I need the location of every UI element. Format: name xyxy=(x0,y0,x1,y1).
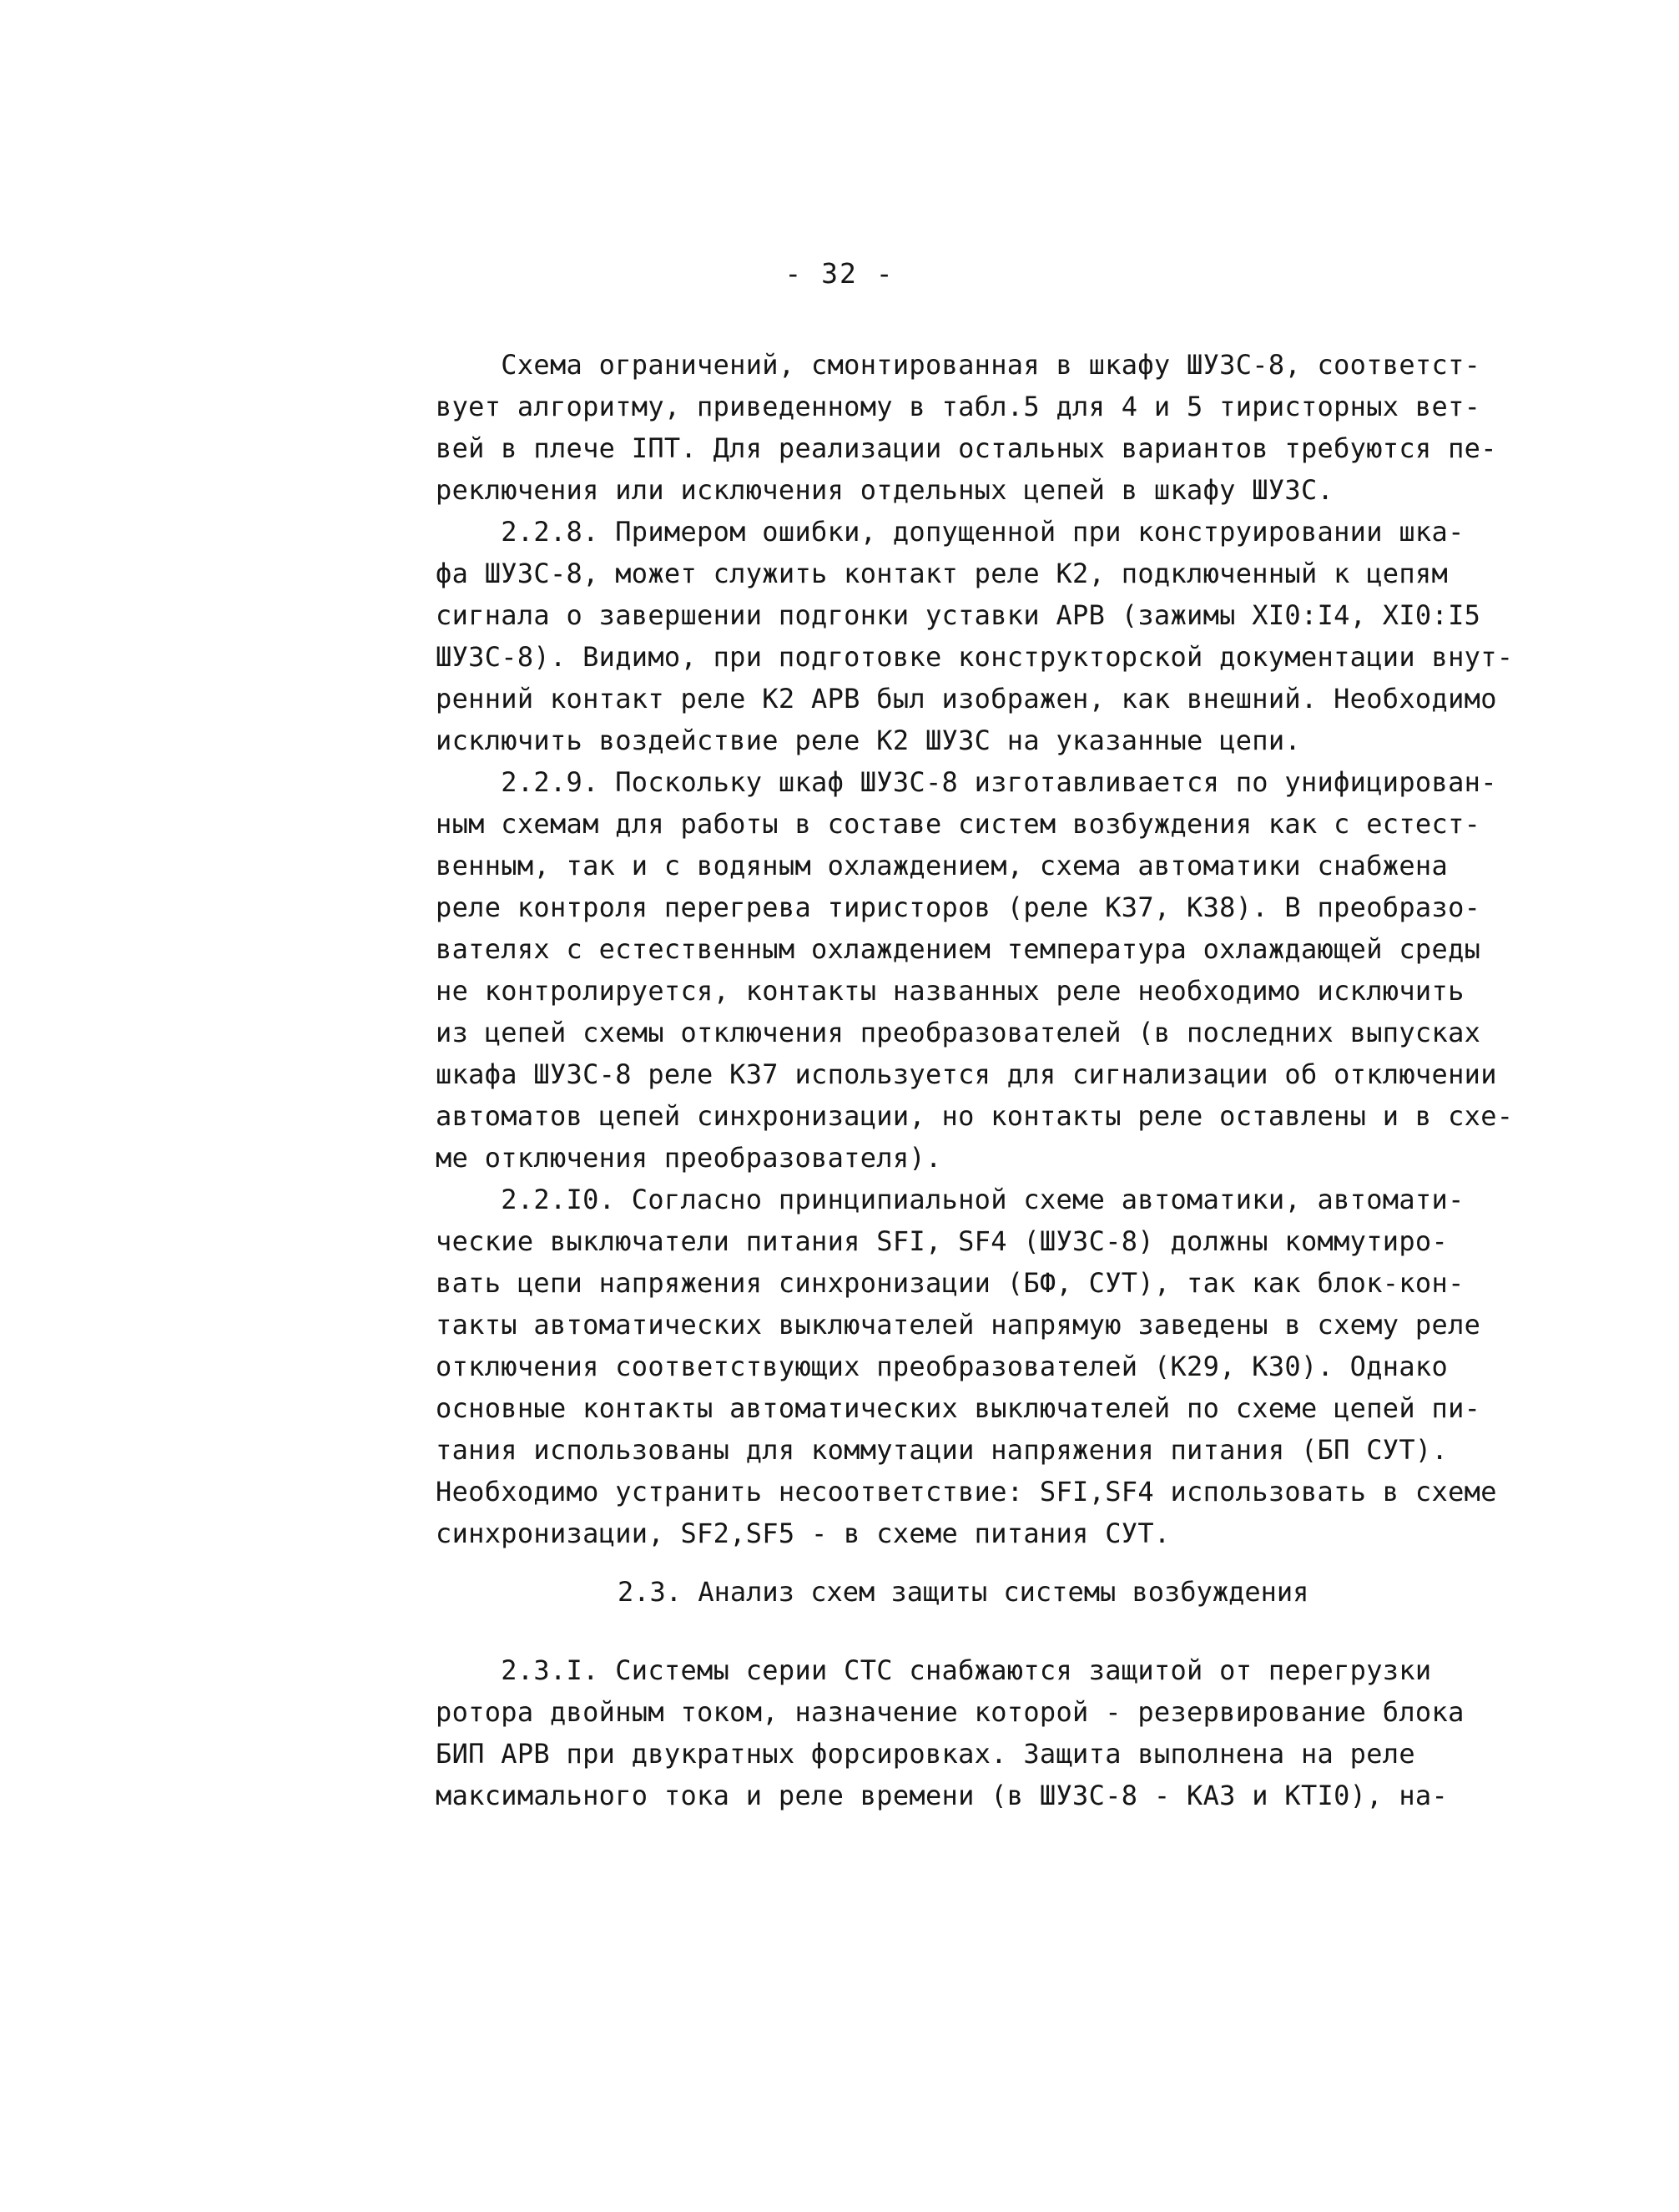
text-line: ШУЗС-8). Видимо, при подготовке конструкторской документации внут- xyxy=(436,641,1514,673)
text-line: 2.2.I0. Согласно принципиальной схеме автоматики, автомати- xyxy=(436,1184,1465,1215)
text-line: ротора двойным током, назначение которой - резервирование блока xyxy=(436,1696,1465,1728)
section-heading: 2.3. Анализ схем защиты системы возбуждения xyxy=(618,1576,1309,1608)
text-line: отключения соответствующих преобразователей (К29, К30). Однако xyxy=(436,1351,1449,1382)
text-line: 2.3.I. Системы серии СТС снабжаются защитой от перегрузки xyxy=(436,1654,1432,1686)
text-line: Схема ограничений, смонтированная в шкафу ШУЗС-8, соответст- xyxy=(436,349,1481,381)
text-line: вей в плече IПТ. Для реализации остальных вариантов требуются пе- xyxy=(436,432,1497,464)
text-line: ческие выключатели питания SFI, SF4 (ШУЗС-8) должны коммутиро- xyxy=(436,1225,1449,1257)
text-line: такты автоматических выключателей напрямую заведены в схему реле xyxy=(436,1309,1481,1341)
body-text-top xyxy=(436,344,1537,1554)
text-line: сигнала о завершении подгонки уставки АРВ (зажимы XI0:I4, XI0:I5 xyxy=(436,599,1481,631)
text-line: вателях с естественным охлаждением температура охлаждающей среды xyxy=(436,933,1481,965)
text-line: ным схемам для работы в составе систем возбуждения как с естест- xyxy=(436,808,1481,840)
text-line: исключить воздействие реле К2 ШУЗС на указанные цепи. xyxy=(436,725,1301,756)
text-line: максимального тока и реле времени (в ШУЗС-8 - КА3 и КТI0), на- xyxy=(436,1780,1449,1811)
text-line: Необходимо устранить несоответствие: SFI,SF4 использовать в схеме xyxy=(436,1476,1497,1507)
text-line: вует алгоритму, приведенному в табл.5 для 4 и 5 тиристорных вет- xyxy=(436,391,1481,422)
text-line: тания использованы для коммутации напряжения питания (БП СУТ). xyxy=(436,1434,1449,1466)
text-line: автоматов цепей синхронизации, но контакты реле оставлены и в схе- xyxy=(436,1100,1514,1132)
page-number: - 32 - xyxy=(784,257,895,290)
text-line: БИП АРВ при двукратных форсировках. Защита выполнена на реле xyxy=(436,1738,1415,1770)
text-line: венным, так и с водяным охлаждением, схема автоматики снабжена xyxy=(436,850,1449,881)
text-line: ренний контакт реле К2 АРВ был изображен, как внешний. Необходимо xyxy=(436,683,1497,715)
text-line: реле контроля перегрева тиристоров (реле К37, К38). В преобразо- xyxy=(436,891,1481,923)
text-line: синхронизации, SF2,SF5 - в схеме питания СУТ. xyxy=(436,1518,1171,1549)
text-line: основные контакты автоматических выключателей по схеме цепей пи- xyxy=(436,1392,1481,1424)
text-line: 2.2.8. Примером ошибки, допущенной при конструировании шка- xyxy=(436,516,1465,548)
text-line: шкафа ШУЗС-8 реле К37 используется для сигнализации об отключении xyxy=(436,1058,1497,1090)
text-line: ме отключения преобразователя). xyxy=(436,1142,942,1174)
text-line: вать цепи напряжения синхронизации (БФ, СУТ), так как блок-кон- xyxy=(436,1267,1465,1299)
text-line: из цепей схемы отключения преобразователей (в последних выпусках xyxy=(436,1017,1481,1048)
text-line: реключения или исключения отдельных цепей в шкафу ШУЗС. xyxy=(436,474,1334,506)
text-line: 2.2.9. Поскольку шкаф ШУЗС-8 изготавливается по унифицирован- xyxy=(436,766,1497,798)
body-text-bottom xyxy=(436,1649,1537,1816)
text-line: фа ШУЗС-8, может служить контакт реле К2, подключенный к цепям xyxy=(436,558,1449,589)
text-line: не контролируется, контакты названных реле необходимо исключить xyxy=(436,975,1465,1007)
